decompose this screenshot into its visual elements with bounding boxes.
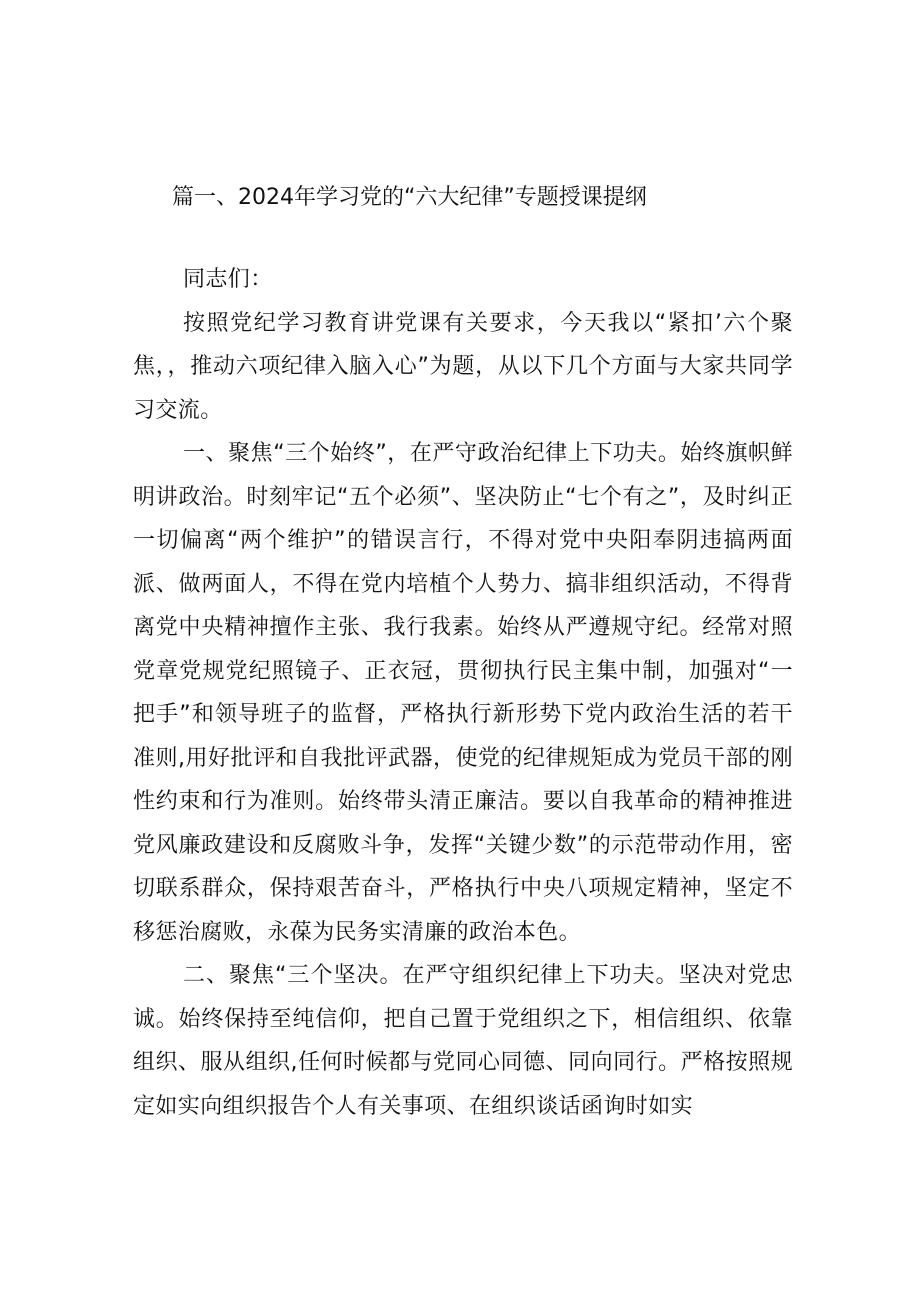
intro-paragraph: 按照党纪学习教育讲党课有关要求，今天我以“紧扣’六个聚焦，，推动六项纪律入脑入心”为题，从以下几个方面与大家共同学习交流。 xyxy=(133,310,793,423)
document-title: 篇一、2024年学习党的“六大纪律”专题授课提纲 xyxy=(172,185,647,210)
salutation-paragraph: 同志们： xyxy=(183,267,273,292)
document-body xyxy=(133,258,793,1128)
section-one-paragraph: 一、聚焦“三个始终”，在严守政治纪律上下功夫。始终旗帜鲜明讲政治。时刻牢记“五个必须”、坚决防止“七个有之”，及时纠正一切偏离“两个维护”的错误言行，不得对党中央阳奉阴违搞两面派、做两面人，不得在党内培植个人势力、搞非组织活动，不得背离党中央精神擅作主张、我行我素。始终从严遵规守纪。经常对照党章党规党纪照镜子、正衣冠，贯彻执行民主集中制，加强对“一把手”和领导班子的监督，严格执行新形势下党内政治生活的若干准则,用好批评和自我批评武器，使党的纪律规矩成为党员干部的刚性约束和行为准则。始终带头清正廉洁。要以自我革命的精神推进党风廉政建设和反腐败斗争，发挥“关键少数”的示范带动作用，密切联系群众，保持艰苦奋斗，严格执行中央八项规定精神，坚定不移惩治腐败，永葆为民务实清廉的政治本色。 xyxy=(133,441,793,945)
section-two-paragraph: 二、聚焦“三个坚决。在严守组织纪律上下功夫。坚决对党忠诚。始终保持至纯信仰，把自己置于党组织之下，相信组织、依靠组织、服从组织,任何时候都与党同心同德、同向同行。严格按照规定如实向组织报告个人有关事项、在组织谈话函询时如实 xyxy=(133,963,793,1119)
